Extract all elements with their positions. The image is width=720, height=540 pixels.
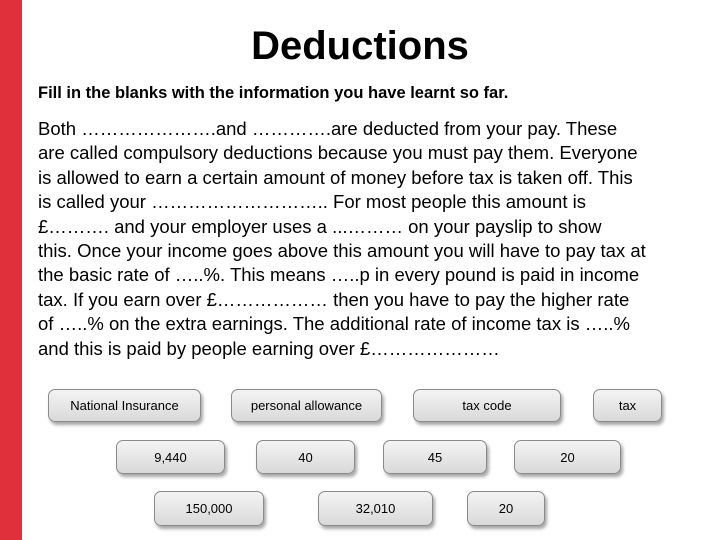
answer-option-tax[interactable]: tax <box>593 389 662 422</box>
answer-option-20-second[interactable]: 20 <box>467 491 545 526</box>
paragraph-line: tax. If you earn over £……………… then you have to pay the higher rate <box>38 288 630 310</box>
paragraph-line: and this is paid by people earning over £………………… <box>38 337 500 359</box>
answer-option-tax-code[interactable]: tax code <box>413 389 561 422</box>
paragraph-line: £………. and your employer uses a ...……… on your payslip to show <box>38 215 602 237</box>
fill-in-paragraph <box>38 117 710 361</box>
answer-option-national-insurance[interactable]: National Insurance <box>48 389 201 422</box>
red-accent-bar <box>0 0 22 540</box>
answer-option-40[interactable]: 40 <box>256 440 355 474</box>
answer-option-32010[interactable]: 32,010 <box>318 491 433 526</box>
paragraph-line: the basic rate of …..%. This means …..p in every pound is paid in income <box>38 264 640 286</box>
page-title: Deductions <box>251 24 469 68</box>
answer-option-personal-allowance[interactable]: personal allowance <box>231 389 382 422</box>
paragraph-line: of …..% on the extra earnings. The additional rate of income tax is …..% <box>38 313 630 335</box>
paragraph-line: is allowed to earn a certain amount of money before tax is taken off. This <box>38 166 633 188</box>
paragraph-line: is called your ……………………….. For most people this amount is <box>38 191 586 213</box>
paragraph-line: this. Once your income goes above this amount you will have to pay tax at <box>38 240 646 262</box>
answer-option-150000[interactable]: 150,000 <box>154 491 264 526</box>
answer-option-9440[interactable]: 9,440 <box>116 440 225 474</box>
instruction-text: Fill in the blanks with the information you have learnt so far. <box>38 84 509 102</box>
paragraph-line: are called compulsory deductions because you must pay them. Everyone <box>38 142 638 164</box>
paragraph-line: Both ………………….and ………….are deducted from your pay. These <box>38 118 618 139</box>
answer-option-20-first[interactable]: 20 <box>514 440 621 474</box>
answer-option-45[interactable]: 45 <box>383 440 487 474</box>
